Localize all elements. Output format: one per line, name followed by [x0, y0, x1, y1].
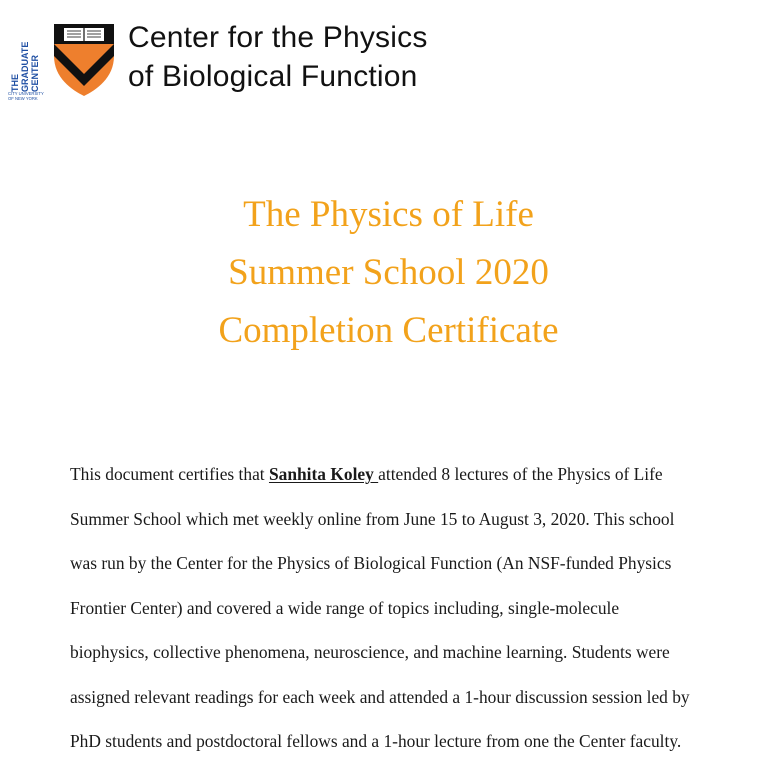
gc-logo-cuny: CITY UNIVERSITY — [8, 91, 44, 96]
body-line-5: biophysics, collective phenomena, neuroscience, and machine learning. Students were — [70, 642, 670, 662]
graduate-center-logo — [8, 26, 52, 100]
body-line-2: Summer School which met weekly online from June 15 to August 3, 2020. This school — [70, 508, 675, 529]
body-line-3: was run by the Center for the Physics of Biological Function (An NSF-funded Physics — [70, 553, 672, 573]
certificate-title-line-3: Completion Certificate — [218, 310, 559, 351]
recipient-name: Sanhita Koley — [268, 464, 379, 484]
body-line-7: PhD students and postdoctoral fellows and a 1-hour lecture from one the Center faculty. — [70, 731, 682, 751]
body-line-1 — [70, 452, 730, 497]
center-name-line-2: of Biological Function — [128, 60, 418, 93]
gc-logo-center: CENTER — [30, 54, 40, 92]
gc-logo-the: THE — [10, 74, 20, 92]
center-name-line-1: Center for the Physics — [128, 21, 428, 54]
gc-logo-graduate: GRADUATE — [20, 41, 30, 92]
certificate-title — [0, 186, 777, 360]
body-line-6: assigned relevant readings for each week and attended a 1-hour discussion session led by — [70, 686, 690, 707]
certificate-body — [70, 452, 730, 764]
certificate-title-line-2: Summer School 2020 — [228, 252, 549, 293]
body-line-1-before: This document certifies that — [70, 464, 269, 484]
center-name — [128, 18, 428, 96]
body-line-4: Frontier Center) and covered a wide range of topics including, single-molecule — [70, 597, 620, 618]
princeton-shield-icon — [52, 22, 116, 98]
body-line-1-after: attended 8 lectures of the Physics of Life — [378, 464, 663, 484]
gc-logo-ny: OF NEW YORK — [8, 96, 38, 100]
certificate-title-line-1: The Physics of Life — [243, 194, 534, 235]
